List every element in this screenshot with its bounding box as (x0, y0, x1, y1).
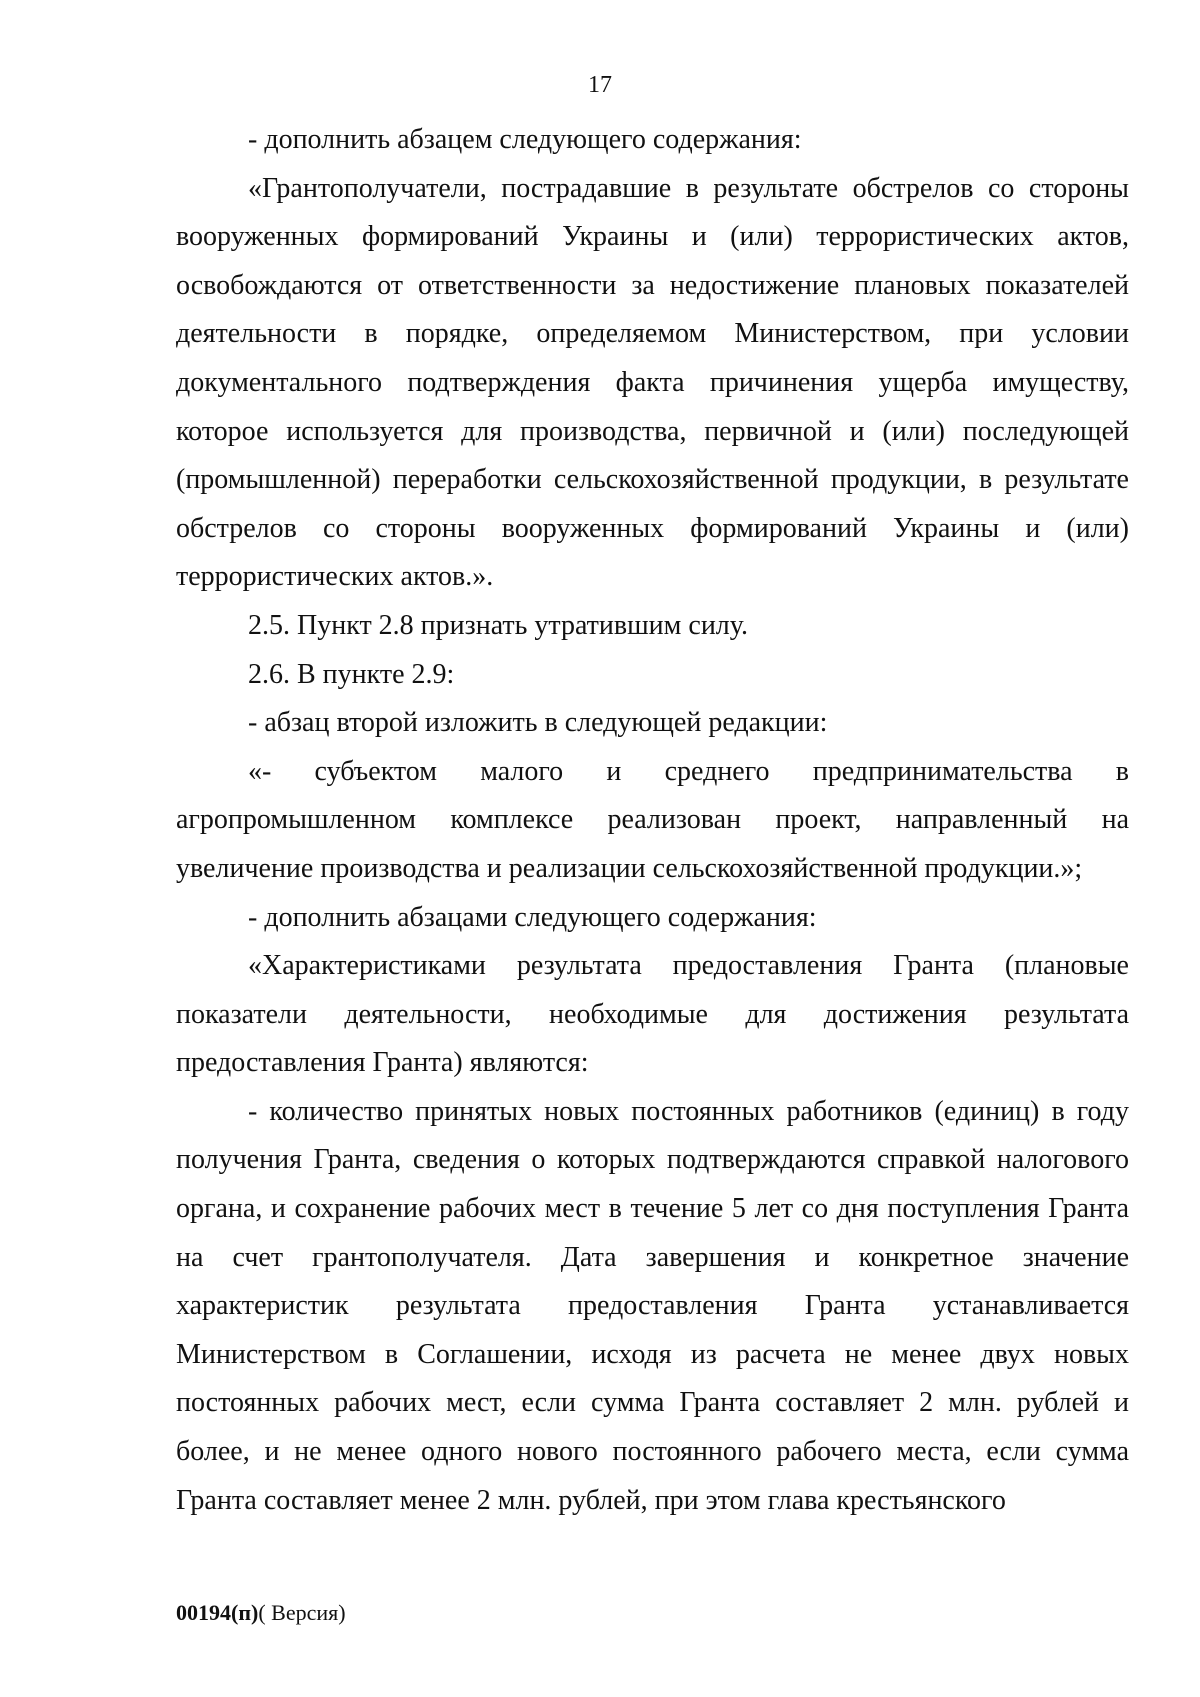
document-code: 00194(п) (176, 1600, 259, 1625)
document-footer (176, 1600, 346, 1626)
paragraph-employees: - количество принятых новых постоянных работников (единиц) в году получения Гранта, сведения о которых подтверждаются справкой налогового органа, и сохранение рабочих мест в течение 5 лет со дня поступления Гранта на счет грантополучателя. Дата завершения и конкретное значение характеристик результата предоставления Гранта устанавливается Министерством в Соглашении, исходя из расчета не менее двух новых постоянных рабочих мест, если сумма Гранта составляет 2 млн. рублей и более, и не менее одного нового постоянного рабочего места, если сумма Гранта составляет менее 2 млн. рублей, при этом глава крестьянского (176, 1095, 1129, 1516)
document-body (176, 116, 1129, 1525)
paragraph-characteristics: «Характеристиками результата предоставления Гранта (плановые показатели деятельности, необходимые для достижения результата предоставления Гранта) являются: (176, 950, 1129, 1079)
paragraph-project-subject: «- субъектом малого и среднего предпринимательства в агропромышленном комплексе реализован проект, направленный на увеличение производства и реализации сельскохозяйственной продукции.»; (176, 755, 1129, 884)
paragraph-clause-2-5: 2.5. Пункт 2.8 признать утратившим силу. (248, 609, 748, 641)
paragraph-add-abzacs: - дополнить абзацами следующего содержания: (248, 901, 817, 933)
paragraph-add-abzac: - дополнить абзацем следующего содержания: (248, 124, 802, 155)
document-version: ( Версия) (258, 1600, 346, 1625)
paragraph-grant-recipients: «Грантополучатели, пострадавшие в результате обстрелов со стороны вооруженных формирований Украины и (или) террористических актов, освобождаются от ответственности за недостижение плановых показателей деятельности в порядке, определяемом Министерством, при условии документального подтверждения факта причинения ущерба имуществу, которое используется для производства, первичной и (или) последующей (промышленной) переработки сельскохозяйственной продукции, в результате обстрелов со стороны вооруженных формирований Украины и (или) террористических актов.». (176, 172, 1129, 593)
paragraph-clause-2-6: 2.6. В пункте 2.9: (248, 658, 455, 690)
paragraph-second-abzac: - абзац второй изложить в следующей редакции: (248, 707, 828, 739)
page-number: 17 (588, 72, 612, 98)
